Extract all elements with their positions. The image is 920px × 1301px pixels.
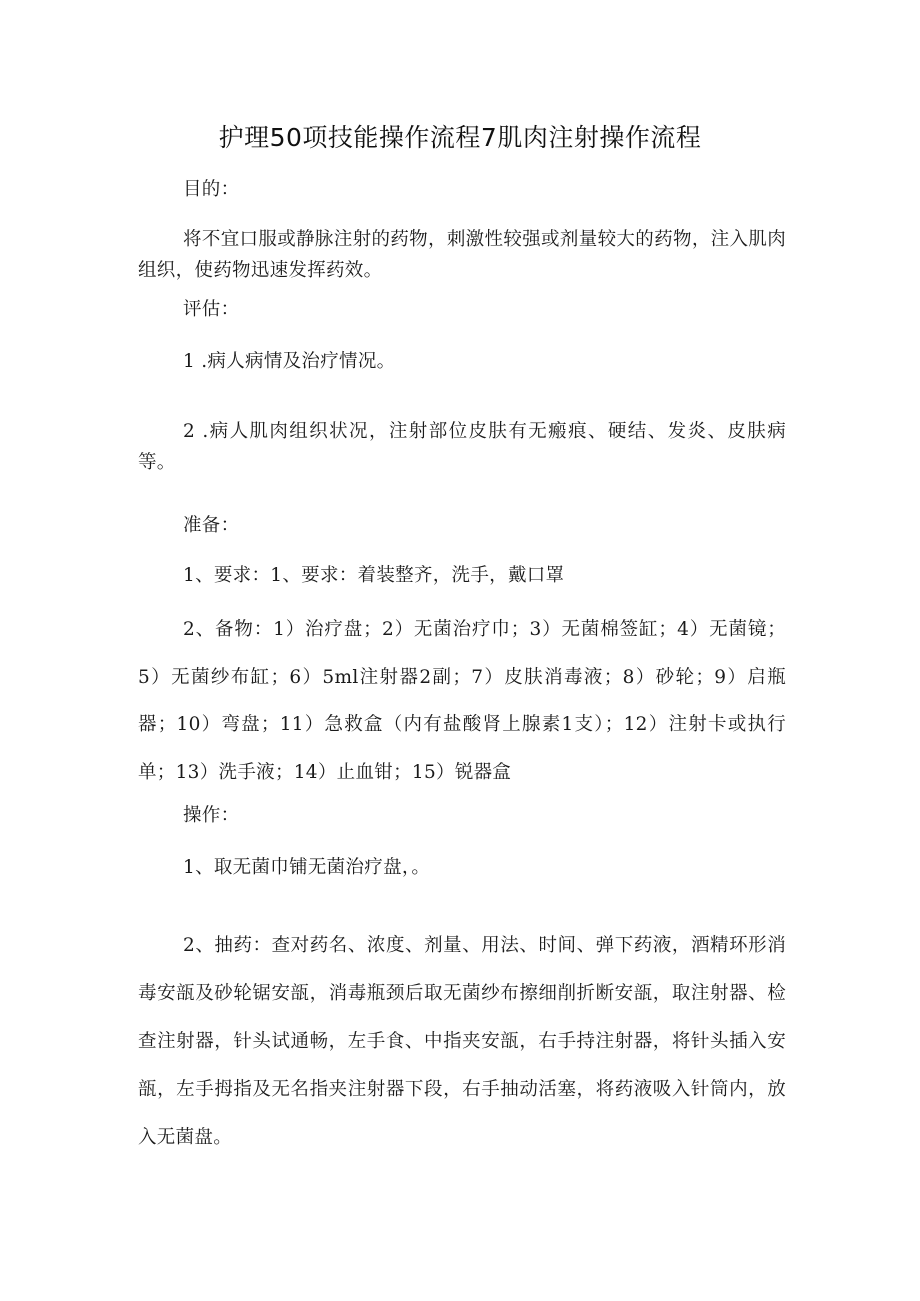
preparation-heading: 准备： bbox=[183, 515, 240, 536]
operation-item-2: 2、抽药：查对药名、浓度、剂量、用法、时间、弹下药液，酒精环形消毒安瓿及砂轮锯安瓿，消毒瓶颈后取无菌纱布擦细削折断安瓿，取注射器、检查注射器，针头试通畅，左手食、中指夹安瓿，右手持注射器，将针头插入安瓿，左手拇指及无名指夹注射器下段，右手抽动活塞，将药液吸入针筒内，放入无菌盘。 bbox=[138, 935, 786, 1148]
purpose-heading: 目的： bbox=[183, 179, 240, 200]
preparation-item-2: 2、备物：1）治疗盘；2）无菌治疗巾；3）无菌棉签缸；4）无菌镜；5）无菌纱布缸；6）5ml注射器2副；7）皮肤消毒液；8）砂轮；9）启瓶器；10）弯盘；11）急救盒（内有盐酸肾上腺素1支）；12）注射卡或执行单；13）洗手液；14）止血钳；15）锐器盒 bbox=[138, 619, 786, 783]
assessment-heading: 评估： bbox=[183, 299, 240, 320]
assessment-item-1: 1 .病人病情及治疗情况。 bbox=[183, 351, 396, 372]
operation-heading: 操作： bbox=[183, 805, 240, 826]
document-title: 护理50项技能操作流程7肌肉注射操作流程 bbox=[218, 123, 702, 152]
assessment-item-2: 2 .病人肌肉组织状况，注射部位皮肤有无瘢痕、硬结、发炎、皮肤病等。 bbox=[138, 421, 786, 473]
purpose-text: 将不宜口服或静脉注射的药物，刺激性较强或剂量较大的药物，注入肌肉组织，使药物迅速发挥药效。 bbox=[138, 229, 786, 281]
operation-item-1: 1、取无菌巾铺无菌治疗盘，。 bbox=[183, 857, 431, 878]
preparation-item-1: 1、要求：1、要求：着装整齐，洗手，戴口罩 bbox=[183, 565, 565, 586]
